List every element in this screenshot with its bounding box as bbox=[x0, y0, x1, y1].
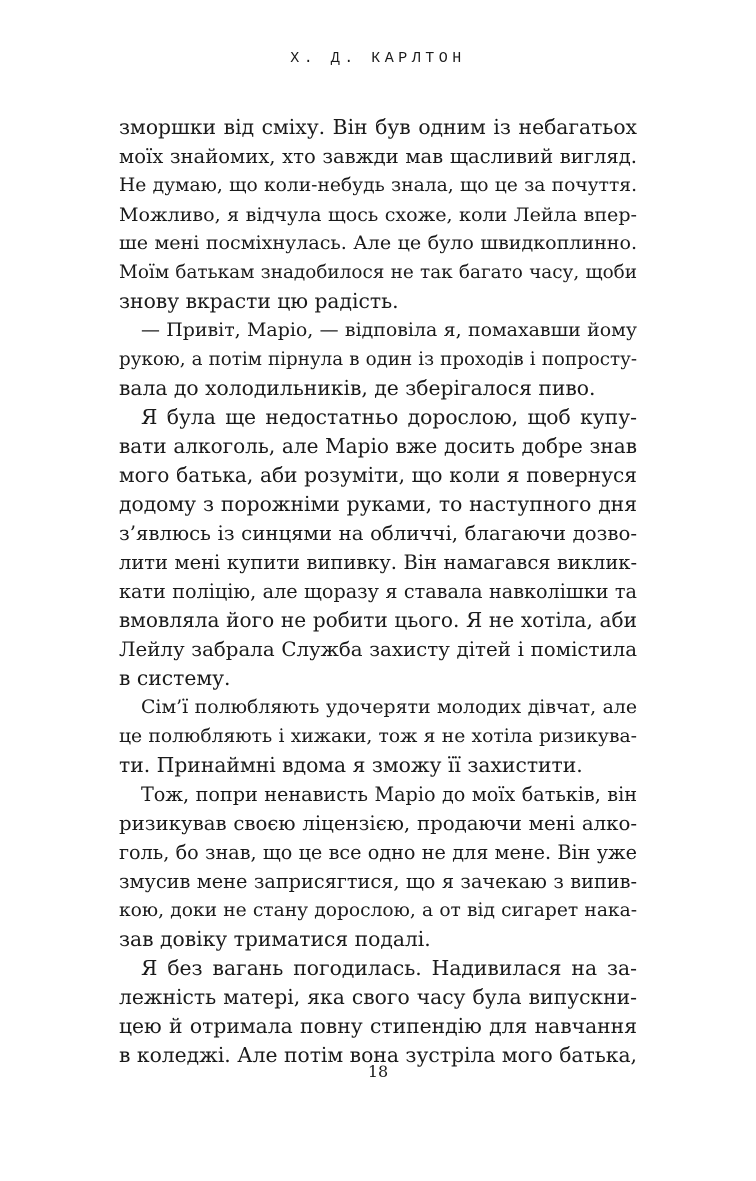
text-line: Сім’ї полюбляють удочеряти молодих дівчат, але bbox=[141, 696, 637, 718]
text-line: вати алкоголь, але Маріо вже досить добре знав bbox=[119, 434, 637, 458]
text-line: цею й отримала повну стипендію для навчання bbox=[119, 1014, 637, 1038]
text-line: Лейлу забрала Служба захисту дітей і помістила bbox=[119, 638, 637, 661]
text-line: рукою, а потім пірнула в один із проходів і попросту- bbox=[119, 349, 637, 370]
text-line: з’явлюсь із синцями на обличчі, благаючи дозво- bbox=[119, 522, 637, 545]
text-line: це полюбляють і хижаки, тож я не хотіла ризикува- bbox=[119, 726, 637, 747]
text-line: знову вкрасти цю радість. bbox=[119, 289, 399, 313]
text-line: додому з порожніми руками, то наступного дня bbox=[119, 492, 637, 516]
text-line: ти. Принаймні вдома я зможу її захистити. bbox=[119, 753, 583, 777]
body-text bbox=[119, 113, 637, 1070]
text-line: Я була ще недостатньо дорослою, щоб купу- bbox=[141, 405, 637, 429]
text-line: моїх знайомих, хто завжди мав щасливий вигляд. bbox=[119, 145, 637, 168]
text-line: ризикував своєю ліцензією, продаючи мені алко- bbox=[119, 812, 637, 835]
text-line: вала до холодильників, де зберігалося пиво. bbox=[119, 376, 596, 400]
text-line: кою, доки не стану дорослою, а от від сигарет нака- bbox=[119, 900, 637, 921]
text-line: — Привіт, Маріо, — відповіла я, помахавши йому bbox=[141, 319, 637, 341]
text-line: Можливо, я відчула щось схоже, коли Лейла впер- bbox=[119, 203, 637, 226]
text-line: змусив мене заприсягтися, що я зачекаю з випив- bbox=[119, 870, 637, 893]
text-line: голь, бо знав, що це все одно не для мене. Він уже bbox=[119, 841, 637, 864]
text-line: мого батька, аби розуміти, що коли я повернуся bbox=[119, 463, 637, 487]
text-line: вмовляла його не робити цього. Я не хотіла, аби bbox=[119, 608, 637, 632]
text-line: лежність матері, яка свого часу була випускни- bbox=[119, 985, 637, 1009]
text-line: зморшки від сміху. Він був одним із небагатьох bbox=[119, 115, 637, 139]
text-line: зав довіку триматися подалі. bbox=[119, 927, 431, 951]
text-line: в коледжі. Але потім вона зустріла мого батька, bbox=[119, 1043, 637, 1067]
running-head-author: Х. Д. КАРЛТОН bbox=[290, 50, 466, 67]
text-line: в систему. bbox=[119, 666, 231, 690]
text-line: ше мені посміхнулась. Але це було швидкоплинно. bbox=[119, 232, 637, 254]
text-line: лити мені купити випивку. Він намагався виклик- bbox=[119, 551, 637, 574]
page-number: 18 bbox=[367, 1062, 389, 1081]
text-line: кати поліцію, але щоразу я ставала навколішки та bbox=[119, 580, 637, 603]
text-line: Я без вагань погодилась. Надивилася на за- bbox=[141, 956, 637, 980]
text-line: Моїм батькам знадобилося не так багато часу, щоби bbox=[119, 262, 637, 283]
text-line: Не думаю, що коли-небудь знала, що це за почуття. bbox=[119, 175, 637, 196]
text-line: Тож, попри ненависть Маріо до моїх батьків, він bbox=[141, 783, 637, 806]
